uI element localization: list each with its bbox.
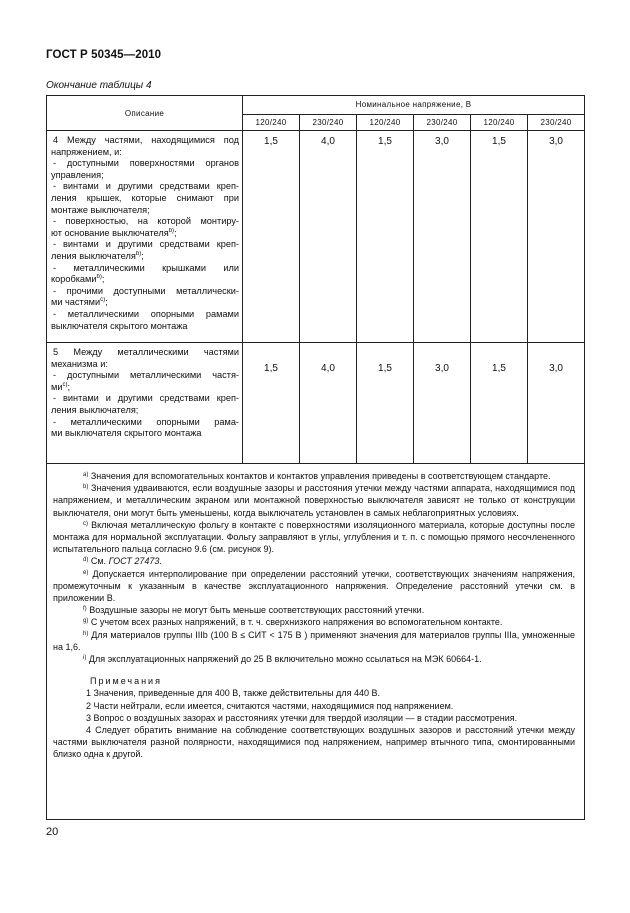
- desc-text: ми частями: [51, 297, 101, 308]
- desc-line: 5 Между металлическими частями: [53, 347, 239, 357]
- footnote-mark: h): [83, 630, 89, 637]
- note-item: [53, 724, 575, 761]
- row-description: [47, 343, 243, 464]
- value-cell: 1,5: [243, 131, 300, 343]
- desc-line: механизма и:: [51, 358, 108, 369]
- value-cell: 3,0: [414, 343, 471, 464]
- footnote-text: Допускается интерполирование при определении расстояний утечки, соответствующих значениям напряжения, промежуточным к указанным в качестве эксплуатационного напряжения. Определение расстояний утечки см. в приложении В.: [53, 568, 576, 604]
- desc-line: [51, 274, 239, 286]
- note-text: 2 Части нейтрали, если имеется, считаются частями, находящимися под напряжением.: [86, 700, 454, 711]
- table-row: [47, 343, 585, 464]
- table-row: [47, 131, 585, 343]
- value-cell: 4,0: [300, 343, 357, 464]
- footnote-text: Значения для вспомогательных контактов и контактов управления приведены в соответствующем стандарте.: [90, 471, 551, 481]
- desc-line: - доступными металлическими частя-: [53, 370, 239, 381]
- clearance-table: [46, 95, 585, 820]
- header-voltage: 120/240: [243, 114, 300, 130]
- footnote-ref: c): [100, 297, 106, 304]
- footnote: [53, 470, 575, 482]
- note-text: 1 Значения, приведенные для 400 В, также действительны для 440 В.: [86, 688, 380, 699]
- desc-line: напряжением, и:: [51, 146, 122, 157]
- desc-line: - прочими доступными металлически-: [53, 285, 239, 296]
- header-voltage: 230/240: [528, 114, 585, 130]
- value-cell: 1,5: [357, 343, 414, 464]
- footnote: [53, 653, 575, 665]
- desc-text: ют основание выключателя: [51, 227, 169, 238]
- footnote: [53, 519, 575, 556]
- footnote: [53, 616, 575, 628]
- footnote-ref: c): [62, 381, 68, 388]
- header-voltage: 120/240: [357, 114, 414, 130]
- footnote-mark: d): [83, 557, 89, 564]
- note-item: [53, 712, 575, 724]
- row-description: [47, 131, 243, 343]
- desc-line: управления;: [51, 169, 104, 180]
- table-continuation-caption: Окончание таблицы 4: [46, 80, 152, 91]
- value-cell: 1,5: [471, 131, 528, 343]
- standard-reference: ГОСТ 27473: [108, 556, 160, 567]
- footnote-text: Для эксплуатационных напряжений до 25 В включительно можно ссылаться на МЭК 60664-1.: [88, 654, 482, 665]
- desc-line: выключателя скрытого монтажа: [51, 320, 188, 331]
- note-item: [53, 687, 575, 699]
- desc-line: - металлическими крышками или: [53, 262, 239, 273]
- value-cell: 3,0: [528, 131, 585, 343]
- footnote-text: Воздушные зазоры не могут быть меньше соответствующих расстояний утечки.: [89, 605, 425, 616]
- value-cell: 3,0: [414, 131, 471, 343]
- footnote-ref: b): [96, 274, 102, 281]
- value-cell: 3,0: [528, 343, 585, 464]
- footnote-text: Включая металлическую фольгу в контакте с поверхностями изоляционного материала, которые доступны после монтажа для нормальной эксплуатации. Фольгу заправляют в углы, углубления и т. п. с помощью прямого несочлененного испытательного пальца согласно 9.6 (см. рисунок 9).: [53, 519, 576, 555]
- desc-punct: ;: [174, 227, 177, 238]
- desc-punct: ;: [105, 297, 108, 308]
- desc-line: - поверхностью, на которой монтиру-: [53, 216, 239, 227]
- desc-line: [51, 228, 239, 240]
- footnote-mark: e): [83, 569, 89, 576]
- desc-text: коробками: [51, 274, 97, 285]
- footnote: [53, 629, 575, 653]
- footnote-ref: b): [168, 227, 175, 234]
- footnote: [53, 555, 575, 567]
- value-cell: 1,5: [471, 343, 528, 464]
- footnote-mark: g): [83, 618, 89, 625]
- footnote: [53, 604, 575, 616]
- footnote-punct: .: [159, 556, 162, 567]
- footnote-mark: b): [83, 484, 89, 491]
- value-cell: 1,5: [357, 131, 414, 343]
- footnote-mark: i): [83, 655, 87, 662]
- desc-line: ми выключателя скрытого монтажа: [51, 428, 202, 439]
- desc-line: монтаже выключателя;: [51, 204, 150, 215]
- desc-line: [51, 251, 239, 263]
- note-text: 3 Вопрос о воздушных зазорах и расстояниях утечки для твердой изоляции — в стадии рассмотрения.: [86, 712, 518, 723]
- desc-text: ления выключателя: [51, 250, 136, 261]
- desc-line: - металлическими опорными рамами: [53, 308, 239, 319]
- page-number: 20: [46, 826, 59, 838]
- footnote-text: Значения удваиваются, если воздушные зазоры и расстояния утечки между частями аппарата, находящимися под напряжением, и металлическим экраном или монтажной поверхностью выключателя зависят не только от конструкции выключателя, они могут быть уменьшены, когда выключатель установлен в самых неблагоприятных условиях.: [53, 483, 576, 518]
- desc-line: [51, 382, 239, 394]
- desc-line: [51, 297, 239, 309]
- desc-line: ления крышек, которые снимают при: [51, 192, 239, 203]
- desc-punct: ;: [141, 250, 144, 261]
- value-cell: 4,0: [300, 131, 357, 343]
- note-text: 4 Следует обратить внимание на соблюдение соответствующих воздушных зазоров и расстояний утечки между частями выключателя разной полярности, находящимися под напряжением, например втычного типа, смонтированными близко одна к другой.: [53, 725, 576, 760]
- note-item: [53, 700, 575, 712]
- desc-punct: ;: [67, 381, 71, 392]
- footnote-mark: c): [83, 520, 88, 527]
- header-nominal-voltage: Номинальное напряжение, В: [243, 96, 585, 115]
- header-voltage: 230/240: [300, 114, 357, 130]
- standard-header: ГОСТ Р 50345—2010: [46, 49, 162, 61]
- header-voltage: 120/240: [471, 114, 528, 130]
- desc-line: - винтами и другими средствами креп-: [53, 393, 239, 404]
- desc-line: - металлическими опорными рама-: [53, 416, 239, 427]
- desc-line: - винтами и другими средствами креп-: [53, 239, 239, 250]
- footnotes-and-notes: [47, 464, 585, 820]
- desc-punct: ;: [101, 274, 105, 285]
- value-cell: 1,5: [243, 343, 300, 464]
- footnote: [53, 482, 575, 519]
- header-description: Описание: [47, 96, 243, 131]
- footnote-text: С учетом всех разных напряжений, в т. ч. сверхнизкого напряжения во вспомогательном контакте.: [90, 617, 503, 628]
- footnote: [53, 568, 575, 605]
- footnote-mark: f): [83, 606, 87, 613]
- footnote-text: Для материалов группы IIIb (100 В ≤ СИТ < 175 В ) применяют значения для материалов группы IIIa, умноженные на 1,6.: [53, 629, 576, 652]
- notes-heading: Примечания: [90, 676, 162, 687]
- desc-text: ми: [51, 381, 63, 392]
- header-voltage: 230/240: [414, 114, 471, 130]
- desc-line: ления выключателя;: [51, 404, 139, 415]
- footnote-mark: a): [83, 472, 89, 478]
- footnote-text: См.: [90, 556, 109, 567]
- footnote-ref: b): [135, 250, 142, 257]
- desc-line: 4 Между частями, находящимися под: [53, 135, 239, 145]
- notes-row: [47, 464, 585, 820]
- desc-line: - винтами и другими средствами креп-: [53, 181, 239, 192]
- desc-line: - доступными поверхностями органов: [53, 158, 239, 169]
